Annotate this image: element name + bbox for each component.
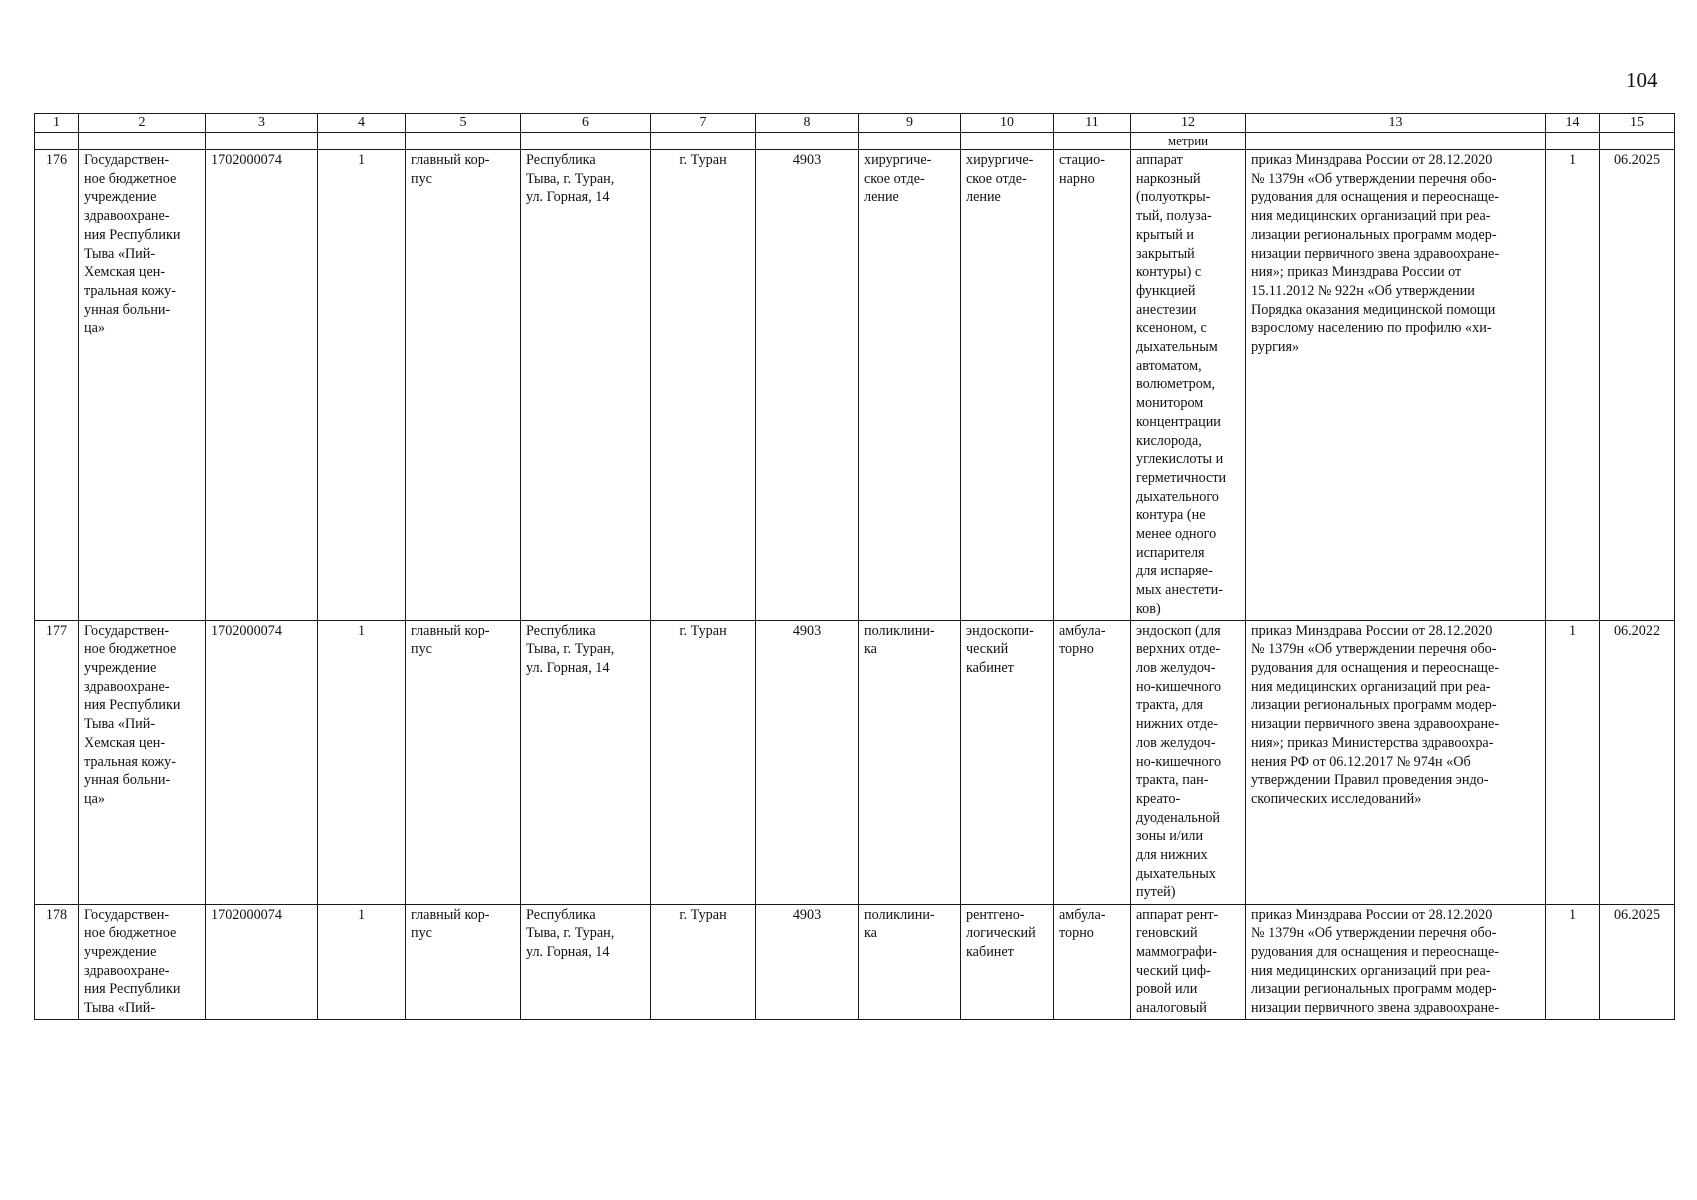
equipment: эндоскоп (для верхних отде- лов желудоч- но-кишечного тракта, для нижних отде- лов желудоч- но-кишечного тракта, пан- креато- дуоденальной зоны и/или для нижних дыхательных путей)	[1131, 620, 1246, 904]
address: Республика Тыва, г. Туран, ул. Горная, 14	[521, 904, 651, 1019]
unit: хирургиче- ское отде- ление	[961, 150, 1054, 621]
date: 06.2025	[1600, 904, 1675, 1019]
column-4-value: 1	[318, 150, 406, 621]
organization-name: Государствен- ное бюджетное учреждение здравоохране- ния Республики Тыва «Пий-	[79, 904, 206, 1019]
building: главный кор- пус	[406, 620, 521, 904]
care-mode: стацио- нарно	[1054, 150, 1131, 621]
code: 4903	[756, 150, 859, 621]
equipment-table	[34, 113, 1675, 1020]
column-header: 9	[859, 114, 961, 133]
table-row	[35, 620, 1675, 904]
table-row	[35, 150, 1675, 621]
column-header: 4	[318, 114, 406, 133]
column-header: 7	[651, 114, 756, 133]
care-mode: амбула- торно	[1054, 620, 1131, 904]
building: главный кор- пус	[406, 150, 521, 621]
department: поликлини- ка	[859, 904, 961, 1019]
page-number: 104	[1626, 68, 1658, 92]
column-header: 11	[1054, 114, 1131, 133]
column-header: 2	[79, 114, 206, 133]
city: г. Туран	[651, 904, 756, 1019]
inn: 1702000074	[206, 620, 318, 904]
carry-over-row	[35, 133, 1675, 150]
column-header: 14	[1546, 114, 1600, 133]
row-number: 176	[35, 150, 79, 621]
city: г. Туран	[651, 620, 756, 904]
building: главный кор- пус	[406, 904, 521, 1019]
code: 4903	[756, 620, 859, 904]
column-header: 15	[1600, 114, 1675, 133]
equipment: аппарат рент- геновский маммографи- ческий циф- ровой или аналоговый	[1131, 904, 1246, 1019]
inn: 1702000074	[206, 904, 318, 1019]
unit: рентгено- логический кабинет	[961, 904, 1054, 1019]
code: 4903	[756, 904, 859, 1019]
column-header: 6	[521, 114, 651, 133]
date: 06.2022	[1600, 620, 1675, 904]
date: 06.2025	[1600, 150, 1675, 621]
carry-over-text: метрии	[1131, 133, 1246, 150]
column-header: 8	[756, 114, 859, 133]
column-header: 10	[961, 114, 1054, 133]
column-header: 1	[35, 114, 79, 133]
quantity: 1	[1546, 620, 1600, 904]
address: Республика Тыва, г. Туран, ул. Горная, 14	[521, 620, 651, 904]
inn: 1702000074	[206, 150, 318, 621]
organization-name: Государствен- ное бюджетное учреждение здравоохране- ния Республики Тыва «Пий- Хемская цен- тральная кожу- унная больни- ца»	[79, 620, 206, 904]
department: хирургиче- ское отде- ление	[859, 150, 961, 621]
column-header: 3	[206, 114, 318, 133]
legal-basis: приказ Минздрава России от 28.12.2020 № 1379н «Об утверждении перечня обо- рудования для оснащения и переоснаще- ния медицинских организаций при реа- лизации региональных программ модер- низации первичного звена здравоохране-	[1246, 904, 1546, 1019]
column-header: 5	[406, 114, 521, 133]
table-row	[35, 904, 1675, 1019]
equipment: аппарат наркозный (полуоткры- тый, полуза- крытый и закрытый контуры) с функцией анестезии ксеноном, с дыхательным автоматом, волюметром, монитором концентрации кислорода, углекислоты и герметичности дыхательного контура (не менее одного испарителя для испаряе- мых анестети- ков)	[1131, 150, 1246, 621]
column-header: 13	[1246, 114, 1546, 133]
column-4-value: 1	[318, 904, 406, 1019]
organization-name: Государствен- ное бюджетное учреждение здравоохране- ния Республики Тыва «Пий- Хемская цен- тральная кожу- унная больни- ца»	[79, 150, 206, 621]
quantity: 1	[1546, 904, 1600, 1019]
legal-basis: приказ Минздрава России от 28.12.2020 № 1379н «Об утверждении перечня обо- рудования для оснащения и переоснаще- ния медицинских организаций при реа- лизации региональных программ модер- низации первичного звена здравоохране- ния»; приказ Минздрава России от 15.11.2012 № 922н «Об утверждении Порядка оказания медицинской помощи взрослому населению по профилю «хи- рургия»	[1246, 150, 1546, 621]
row-number: 177	[35, 620, 79, 904]
legal-basis: приказ Минздрава России от 28.12.2020 № 1379н «Об утверждении перечня обо- рудования для оснащения и переоснаще- ния медицинских организаций при реа- лизации региональных программ модер- низации первичного звена здравоохране- ния»; приказ Министерства здравоохра- нения РФ от 06.12.2017 № 974н «Об утверждении Правил проведения эндо- скопических исследований»	[1246, 620, 1546, 904]
quantity: 1	[1546, 150, 1600, 621]
column-number-row	[35, 114, 1675, 133]
address: Республика Тыва, г. Туран, ул. Горная, 14	[521, 150, 651, 621]
city: г. Туран	[651, 150, 756, 621]
unit: эндоскопи- ческий кабинет	[961, 620, 1054, 904]
column-header: 12	[1131, 114, 1246, 133]
department: поликлини- ка	[859, 620, 961, 904]
column-4-value: 1	[318, 620, 406, 904]
row-number: 178	[35, 904, 79, 1019]
care-mode: амбула- торно	[1054, 904, 1131, 1019]
